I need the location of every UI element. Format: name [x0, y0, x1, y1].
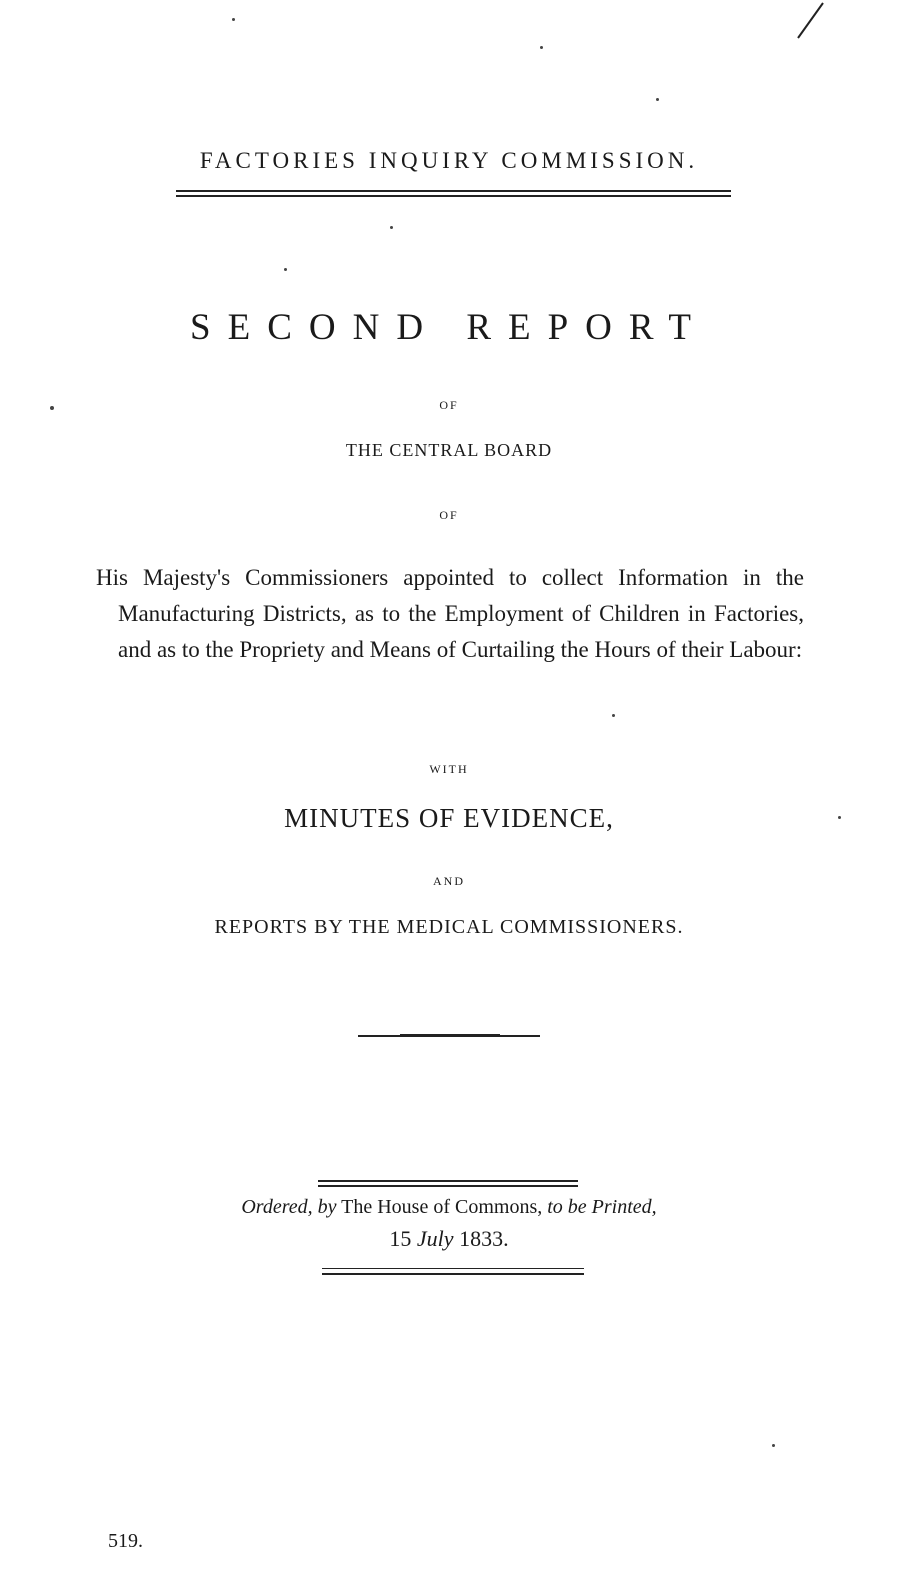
- print-speck: [540, 46, 543, 49]
- minutes-of-evidence-heading: MINUTES OF EVIDENCE,: [284, 803, 614, 833]
- of-connector: OF: [439, 398, 459, 412]
- description-line: of Curtailing the Hours of their Labour:: [436, 637, 803, 662]
- section-divider-thick: [400, 1034, 500, 1037]
- print-speck: [50, 406, 54, 410]
- print-speck: [772, 1444, 775, 1447]
- ordered-line: [0, 1196, 898, 1219]
- order-date: [0, 1226, 898, 1252]
- print-speck: [656, 98, 659, 101]
- header-rule-bottom: [176, 195, 731, 197]
- date-month: July: [416, 1226, 454, 1251]
- description-line: Children in Factories, and as to the Propriety and Means: [118, 601, 805, 662]
- print-speck: [390, 226, 393, 229]
- date-day: 15: [389, 1226, 412, 1251]
- print-speck: [838, 816, 841, 819]
- imprint-rule-bottom-2: [322, 1273, 584, 1275]
- imprint-rule-top: [318, 1180, 578, 1182]
- imprint-rule-top-2: [318, 1185, 578, 1187]
- of-connector: OF: [439, 508, 459, 522]
- report-title: SECOND REPORT: [190, 307, 708, 348]
- house-name: The House of Commons,: [341, 1196, 543, 1218]
- date-year: 1833.: [459, 1226, 509, 1251]
- and-connector: AND: [433, 874, 465, 888]
- pencil-mark: [790, 0, 830, 42]
- medical-reports-heading: REPORTS BY THE MEDICAL COMMISSIONERS.: [214, 916, 684, 938]
- print-speck: [612, 714, 615, 717]
- with-connector: WITH: [429, 762, 469, 776]
- print-speck: [232, 18, 235, 21]
- page-number: 519.: [108, 1530, 143, 1552]
- print-speck: [284, 268, 287, 271]
- to-be-printed: to be Printed,: [547, 1196, 657, 1218]
- header-rule-top: [176, 190, 731, 192]
- by-word: by: [317, 1196, 337, 1218]
- report-description: [96, 560, 804, 668]
- imprint-rule-bottom: [322, 1268, 584, 1269]
- description-line: His Majesty's Commissioners appointed to collect Information: [96, 565, 728, 590]
- ordered-word: Ordered,: [241, 1196, 313, 1218]
- description-line: in the Manufacturing Districts, as to the Employment of: [118, 565, 804, 626]
- commission-header: FACTORIES INQUIRY COMMISSION.: [199, 148, 699, 173]
- central-board-heading: THE CENTRAL BOARD: [345, 440, 553, 460]
